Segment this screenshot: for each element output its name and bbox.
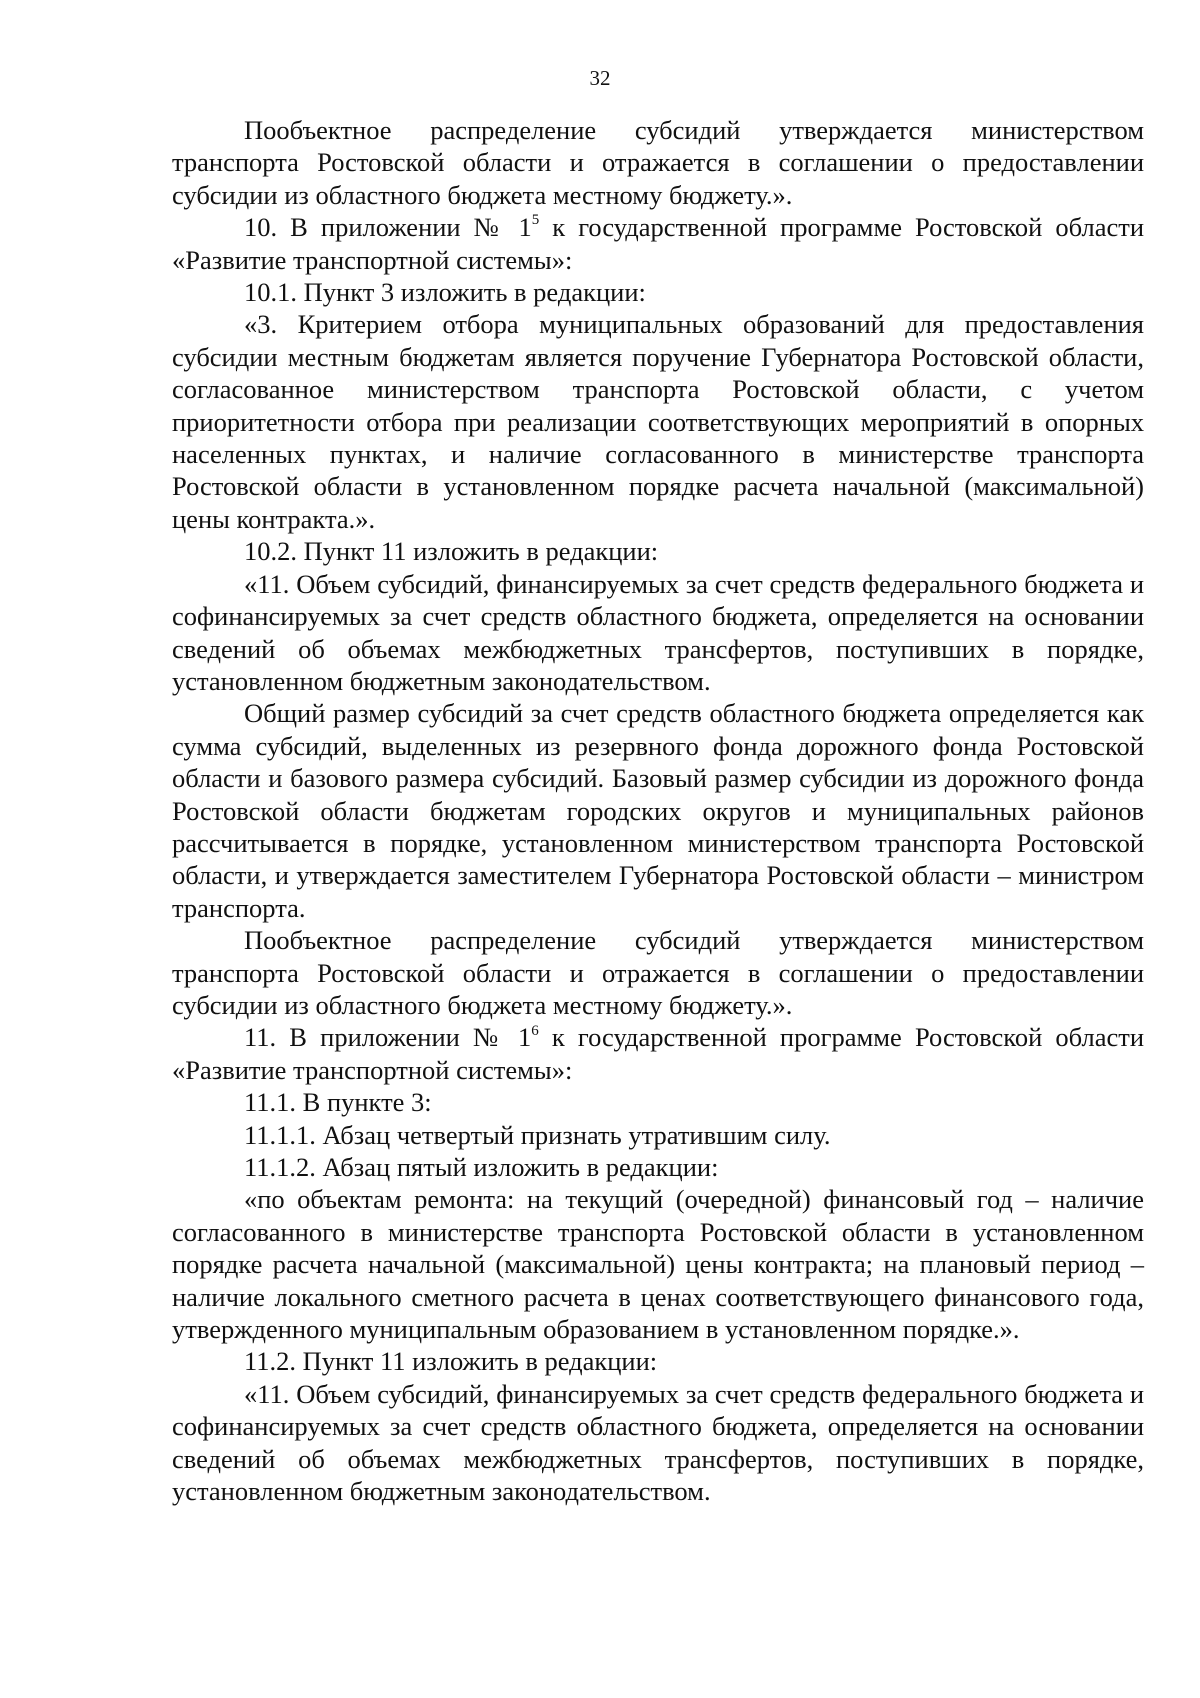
paragraph-2-start: 10. В приложении № 1 xyxy=(244,212,532,243)
paragraph-9 xyxy=(172,1021,1144,1086)
paragraph-3: 10.1. Пункт 3 изложить в редакции: xyxy=(244,277,646,308)
superscript-6: 6 xyxy=(531,1022,539,1039)
paragraph-12: 11.1.2. Абзац пятый изложить в редакции: xyxy=(244,1152,719,1182)
superscript-5: 5 xyxy=(531,212,540,229)
paragraph-9-end: к государственной программе Ростовской области «Развитие транспортной системы»: xyxy=(172,1022,1145,1085)
paragraph-2 xyxy=(172,211,1144,276)
paragraph-7: Общий размер субсидий за счет средств областного бюджета определяется как сумма субсидий, выделенных из резервного фонда дорожного фонда Ростовской области и базового размера субсидий. Базовый размер субсидии из дорожного фонда Ростовской области бюджетам городских округов и муниципальных районов рассчитывается в порядке, установленном министерством транспорта Ростовской области, и утверждается заместителем Губернатора Ростовской области – министром транспорта. xyxy=(172,698,1144,923)
paragraph-1: Пообъектное распределение субсидий утверждается министерством транспорта Ростовской области и отражается в соглашении о предоставлении субсидии из областного бюджета местному бюджету.». xyxy=(172,115,1144,210)
paragraph-2-end: к государственной программе Ростовской области «Развитие транспортной системы»: xyxy=(172,212,1144,275)
paragraph-6: «11. Объем субсидий, финансируемых за счет средств федерального бюджета и софинансируемых за счет средств областного бюджета, определяется на основании сведений об объемах межбюджетных трансфертов, поступивших в порядке, установленном бюджетным законодательством. xyxy=(172,568,1144,696)
paragraph-15: «11. Объем субсидий, финансируемых за счет средств федерального бюджета и софинансируемых за счет средств областного бюджета, определяется на основании сведений об объемах межбюджетных трансфертов, поступивших в порядке, установленном бюджетным законодательством. xyxy=(172,1378,1144,1507)
paragraph-13: «по объектам ремонта: на текущий (очередной) финансовый год – наличие согласованного в министерстве транспорта Ростовской области в установленном порядке расчета начальной (максимальной) цены контракта; на плановый период – наличие локального сметного расчета в ценах соответствующего финансового года, утвержденного муниципальным образованием в установленном порядке.». xyxy=(172,1184,1144,1345)
paragraph-4: «3. Критерием отбора муниципальных образований для предоставления субсидии местным бюджетам является поручение Губернатора Ростовской области, согласованное министерством транспорта Ростовской области, с учетом приоритетности отбора при реализации соответствующих мероприятий в опорных населенных пунктах, и наличие согласованного в министерстве транспорта Ростовской области в установленном порядке расчета начальной (максимальной) цены контракта.». xyxy=(172,309,1144,534)
document-body xyxy=(172,114,1144,1507)
paragraph-5: 10.2. Пункт 11 изложить в редакции: xyxy=(244,536,659,567)
paragraph-10: 11.1. В пункте 3: xyxy=(244,1087,432,1118)
paragraph-11: 11.1.1. Абзац четвертый признать утратившим силу. xyxy=(244,1119,831,1150)
paragraph-8: Пообъектное распределение субсидий утверждается министерством транспорта Ростовской области и отражается в соглашении о предоставлении субсидии из областного бюджета местному бюджету.». xyxy=(172,925,1144,1020)
page-number: 32 xyxy=(589,66,611,90)
paragraph-9-start: 11. В приложении № 1 xyxy=(244,1022,532,1053)
paragraph-14: 11.2. Пункт 11 изложить в редакции: xyxy=(244,1346,658,1377)
